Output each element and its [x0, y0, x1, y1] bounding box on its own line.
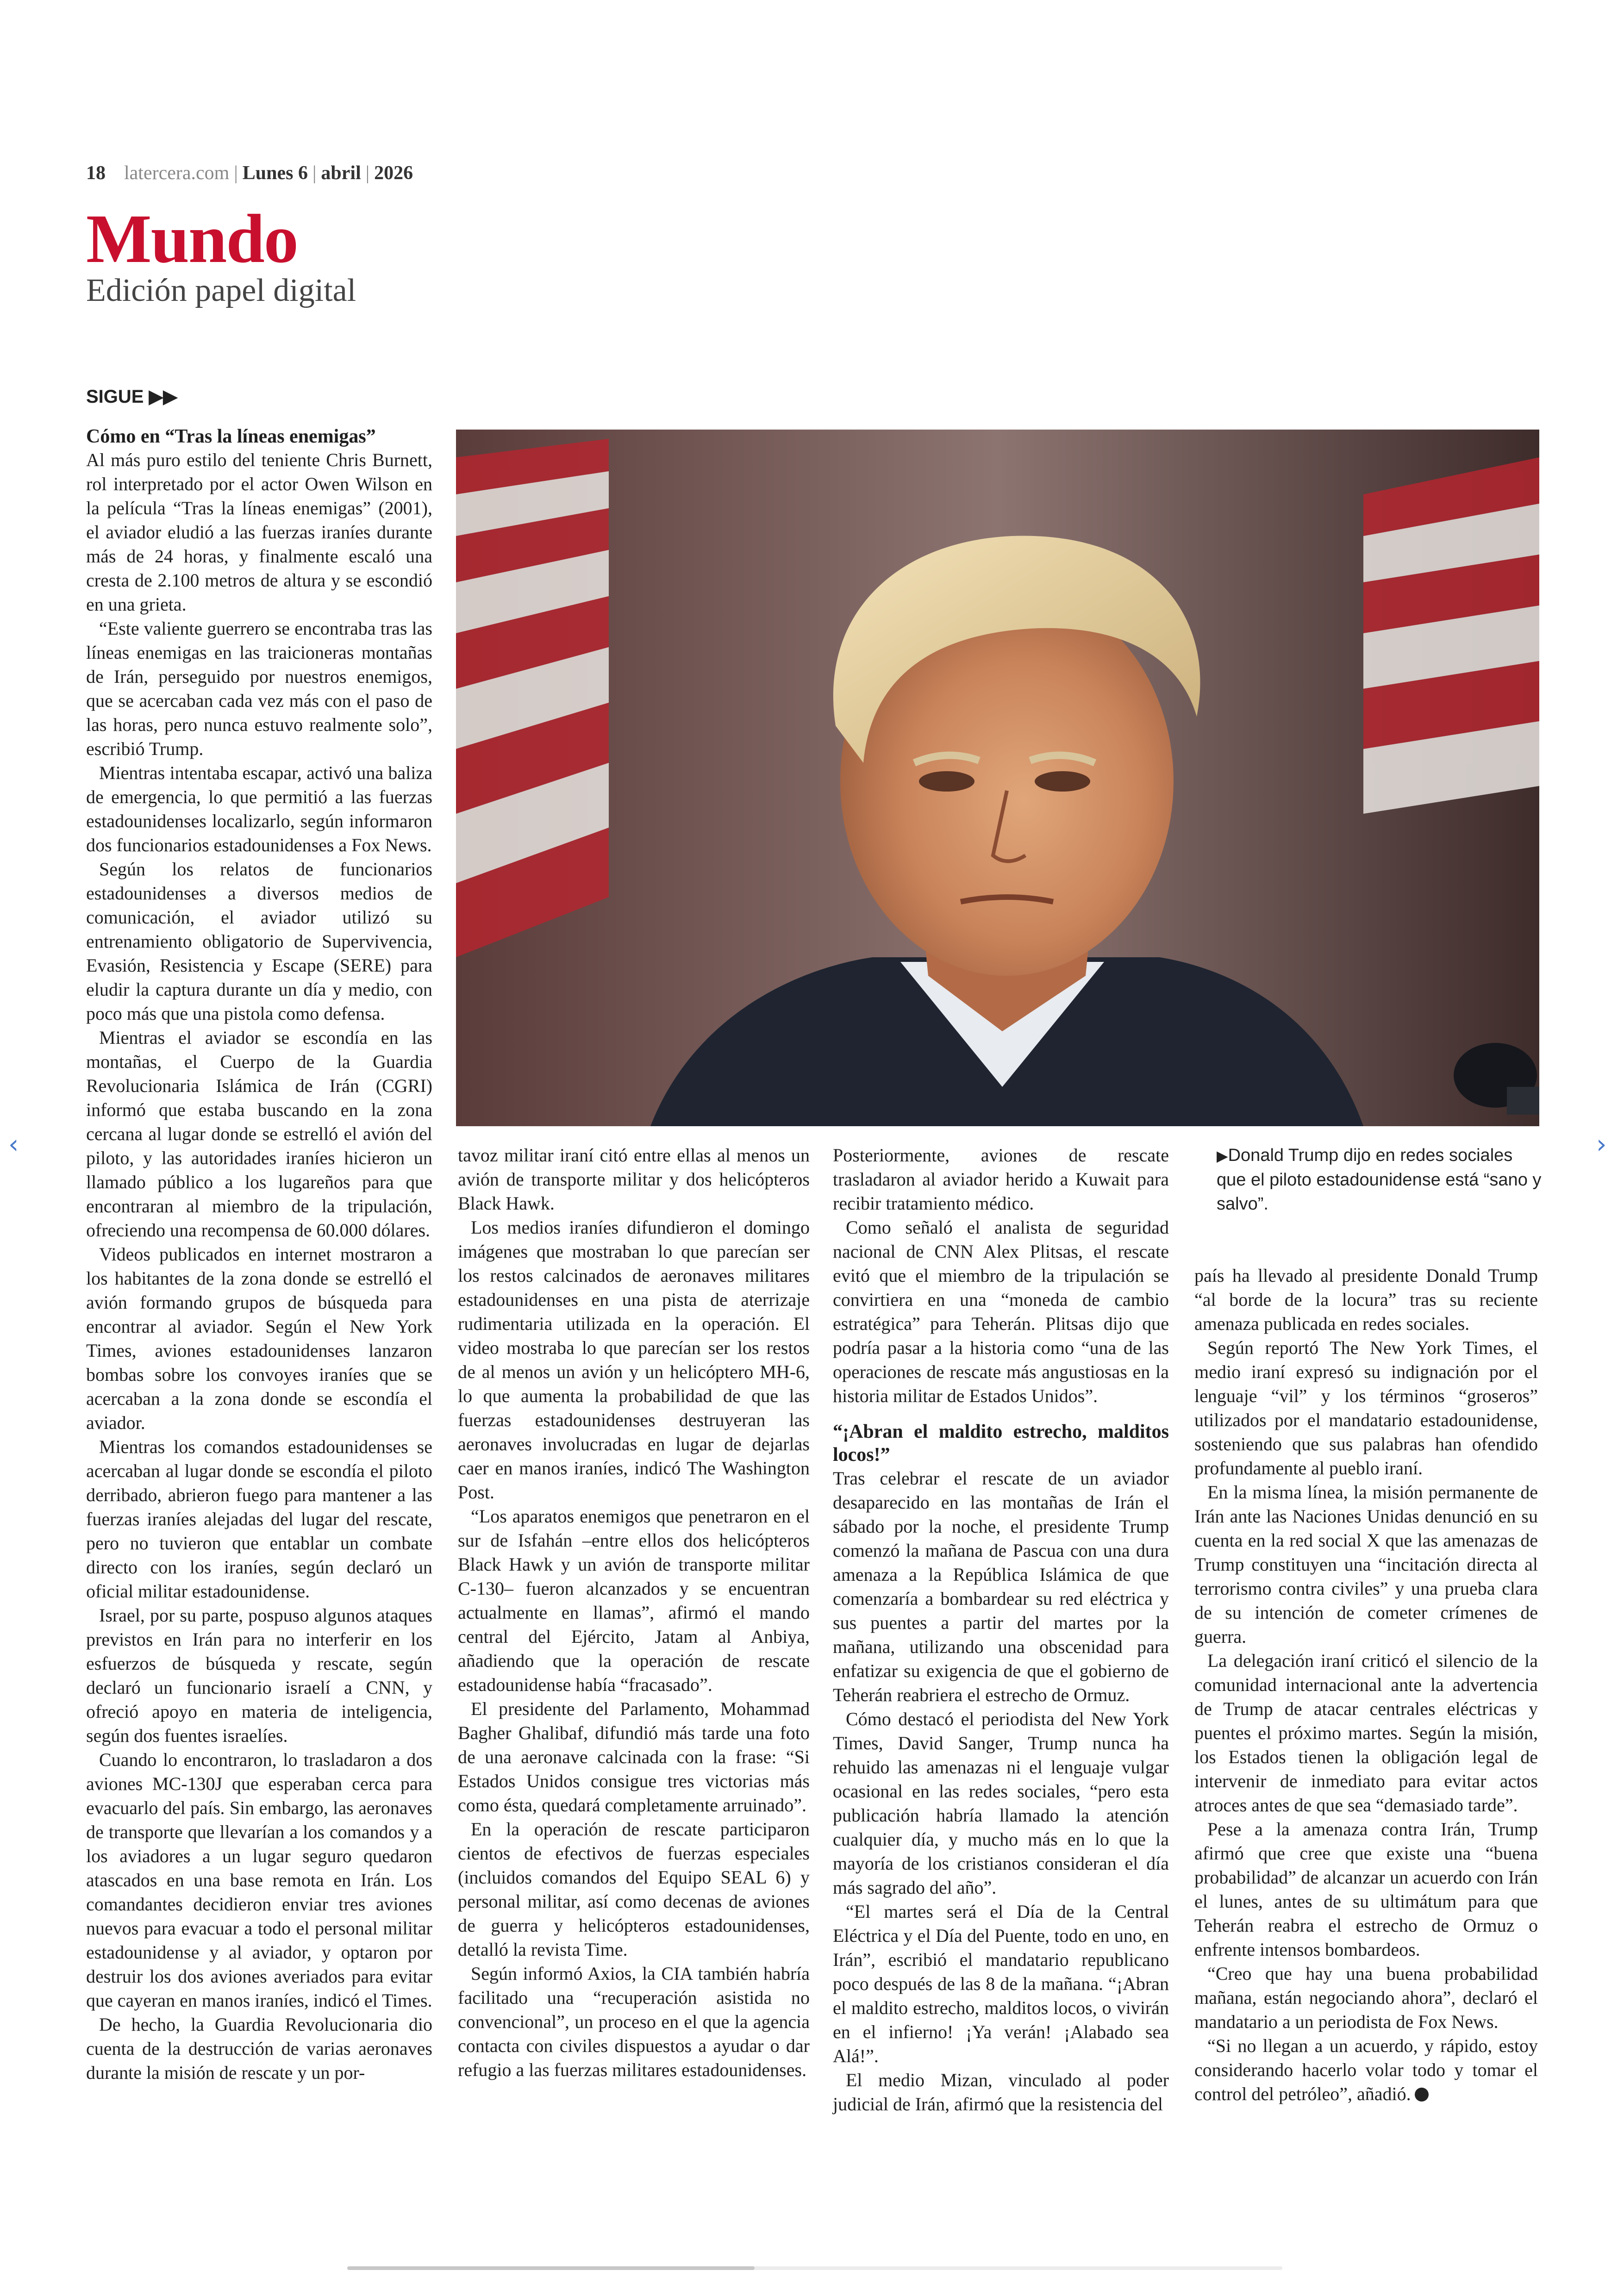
paragraph: La delegación iraní criticó el silencio de la comunidad internacional ante la advertencia de Trump de atacar centrales eléctricas y puentes el próximo martes. Según la misión, los Estados tienen la obligación legal de intervenir de inmediato para evitar actos atroces antes de que sea “demasiado tarde”.: [1194, 1650, 1538, 1815]
paragraph: Según los relatos de funcionarios estadounidenses a diversos medios de comunicación, el aviador utilizó su entrenamiento obligatorio de Supervivencia, Evasión, Resistencia y Escape (SERE) para eludir la captura durante un día y medio, con poco más que una pistola como defensa.: [86, 859, 432, 1024]
folio-separator: |: [365, 162, 370, 184]
article-column-3: [833, 1143, 1169, 2116]
paragraph: “Los aparatos enemigos que penetraron en el sur de Isfahán –entre ellos dos helicópteros Black Hawk y un avión de transporte militar C-130– fueron alcanzados y se encuentran actualmente en llamas”, afirmó el mando central del Ejército, Jatam al Anbiya, añadiendo que la operación de rescate estadounidense había “fracasado”.: [458, 1506, 810, 1695]
caption-arrow-icon: ▶: [1217, 1148, 1228, 1164]
paragraph: Pese a la amenaza contra Irán, Trump afirmó que cree que existe una “buena probabilidad” de alcanzar un acuerdo con Irán el lunes, antes de su ultimátum para que Teherán reabra el estrecho de Ormuz o enfrente intensos bombardeos.: [1194, 1819, 1538, 1960]
paragraph: “El martes será el Día de la Central Eléctrica y el Día del Puente, todo en uno, en Irán”, escribió el mandatario republicano poco después de las 8 de la mañana. “¡Abran el maldito estrecho, malditos locos, o vivirán en el infierno! ¡Ya verán! ¡Alabado sea Alá!”.: [833, 1901, 1169, 2066]
paragraph: “Este valiente guerrero se encontraba tras las líneas enemigas en las traicioneras montañas de Irán, perseguido por nuestros enemigos, que se acercaban cada vez más con el paso de las horas, pero nunca estuvo realmente solo”, escribió Trump.: [86, 618, 432, 759]
paragraph: Israel, por su parte, pospuso algunos ataques previstos en Irán para no interferir en los esfuerzos de búsqueda y rescate, según declaró un funcionario israelí a CNN, y ofreció apoyo en materia de inteligencia, según dos fuentes israelíes.: [86, 1605, 432, 1746]
folio-separator: |: [312, 162, 317, 184]
next-page-button[interactable]: ›: [1596, 1129, 1607, 1160]
paragraph: Como señaló el analista de seguridad nacional de CNN Alex Plitsas, el rescate evitó que el miembro de la tripulación se convirtiera en una “moneda de cambio estratégica” para Teherán. Plitsas dijo que podría pasar a la historia como “una de las operaciones de rescate más angustiosas en la historia militar de Estados Unidos”.: [833, 1217, 1169, 1406]
paragraph: Mientras intentaba escapar, activó una baliza de emergencia, lo que permitió a las fuerzas estadounidenses localizarlo, según informaron dos funcionarios estadounidenses a Fox News.: [86, 762, 432, 855]
article-column-4: [1194, 1264, 1538, 2106]
paragraph: Mientras el aviador se escondía en las montañas, el Cuerpo de la Guardia Revolucionaria Islámica de Irán (CGRI) informó que estaba buscando en la zona cercana al lugar donde se estrelló el avión del piloto, y las autoridades iraníes hicieron un llamado público a los lugareños para que encontraran al miembro de la tripulación, ofreciendo una recompensa de 60.000 dólares.: [86, 1027, 432, 1241]
section-title: Mundo: [86, 200, 298, 277]
scrollbar-thumb[interactable]: [347, 2266, 755, 2270]
paragraph: Según informó Axios, la CIA también habría facilitado una “recuperación asistida no convencional”, un proceso en el que la agencia contacta con civiles dispuestos a ayudar o dar refugio a las fuerzas militares estadounidenses.: [458, 1963, 810, 2080]
caption-text: Donald Trump dijo en redes sociales que el piloto estadounidense está “sano y salvo”.: [1217, 1146, 1542, 1214]
paragraph: El medio Mizan, vinculado al poder judicial de Irán, afirmó que la resistencia del: [833, 2070, 1169, 2114]
paragraph: De hecho, la Guardia Revolucionaria dio cuenta de la destrucción de varias aeronaves durante la misión de rescate y un por-: [86, 2014, 432, 2083]
article-column-2: [458, 1143, 810, 2082]
subheading-open-strait: “¡Abran el maldito estrecho, malditos locos!”: [833, 1421, 1169, 1466]
paragraph: Los medios iraníes difundieron el domingo imágenes que mostraban lo que parecían ser los restos calcinados de aeronaves militares estadounidenses en una pista de aterrizaje rudimentaria utilizada en la operación. El video mostraba lo que parecían ser los restos de al menos un avión y un helicóptero MH-6, lo que aumenta la probabilidad de que las fuerzas estadounidenses destruyeran las aeronaves involucradas en lugar de dejarlas caer en manos iraníes, indicó The Washington Post.: [458, 1217, 810, 1503]
portrait-photo-illustration: [456, 430, 1539, 1126]
paragraph: país ha llevado al presidente Donald Trump “al borde de la locura” tras su reciente amenaza publicada en redes sociales.: [1194, 1265, 1538, 1334]
paragraph: “Creo que hay una buena probabilidad mañana, están negociando ahora”, declaró el mandatario a un periodista de Fox News.: [1194, 1963, 1538, 2032]
paragraph: En la operación de rescate participaron cientos de efectivos de fuerzas especiales (incluidos comandos del Equipo SEAL 6) y personal militar, así como decenas de aviones de guerra y helicópteros estadounidenses, detalló la revista Time.: [458, 1819, 810, 1960]
paragraph: Videos publicados en internet mostraron a los habitantes de la zona donde se estrelló el avión formando grupos de búsqueda para encontrar al aviador. Según el New York Times, aviones estadounidenses lanzaron bombas sobre los convoyes iraníes que se acercaban a la zona donde se escondía el aviador.: [86, 1244, 432, 1433]
folio-year: 2026: [374, 162, 413, 184]
continued-kicker: SIGUE ▶▶: [86, 387, 178, 407]
folio-separator: |: [234, 162, 238, 184]
subheading-enemy-lines: Cómo en “Tras la líneas enemigas”: [86, 426, 376, 447]
paragraph: Según reportó The New York Times, el medio iraní expresó su indignación por el lenguaje “vil” y los términos “groseros” utilizados por el mandatario estadounidense, sosteniendo que sus palabras han ofendido profundamente al pueblo iraní.: [1194, 1337, 1538, 1478]
paragraph-last: [1194, 2034, 1538, 2106]
site-name: latercera.com: [124, 162, 230, 184]
paragraph: tavoz militar iraní citó entre ellas al menos un avión de transporte militar y dos helicópteros Black Hawk.: [458, 1145, 810, 1214]
page-number: 18: [86, 162, 106, 184]
end-mark-icon: [1415, 2088, 1429, 2102]
paragraph: En la misma línea, la misión permanente de Irán ante las Naciones Unidas denunció en su cuenta en la red social X que las amenazas de Trump constituyen una “incitación directa al terrorismo contra civiles” y una prueba clara de su intención de cometer crímenes de guerra.: [1194, 1482, 1538, 1647]
paragraph: Cómo destacó el periodista del New York Times, David Sanger, Trump nunca ha rehuido las amenazas ni el lenguaje vulgar ocasional en las redes sociales, “pero esta publicación habría llamado la atención cualquier día, y mucho más en lo que la mayoría de los cristianos consideran el día más sagrado del año”.: [833, 1709, 1169, 1898]
paragraph: Posteriormente, aviones de rescate trasladaron al aviador herido a Kuwait para recibir tratamiento médico.: [833, 1145, 1169, 1214]
paragraph: Cuando lo encontraron, lo trasladaron a dos aviones MC-130J que esperaban cerca para evacuarlo del país. Sin embargo, las aeronaves de transporte que llevarían a los comandos y a los aviadores a un lugar seguro quedaron atascados en una base remota en Irán. Los comandantes decidieron enviar tres aviones nuevos para evacuar a todo el personal militar estadounidense y al aviador, y optaron por destruir los dos aviones averiados para evitar que cayeran en manos iraníes, indicó el Times.: [86, 1749, 432, 2011]
paragraph: Al más puro estilo del teniente Chris Burnett, rol interpretado por el actor Owen Wilson en la película “Tras la líneas enemigas” (2001), el aviador eludió a las fuerzas iraníes durante más de 24 horas, y finalmente escaló una cresta de 2.100 metros de altura y se escondió en una grieta.: [86, 449, 432, 615]
photo-caption: [1217, 1143, 1543, 1216]
paragraph: El presidente del Parlamento, Mohammad Bagher Ghalibaf, difundió más tarde una foto de una aeronave calcinada con la frase: “Si Estados Unidos consigue tres victorias más como ésta, quedará completamente arruinado”.: [458, 1698, 810, 1815]
folio-line: [86, 162, 413, 184]
article-column-1: [86, 425, 432, 2085]
edition-subtitle: Edición papel digital: [86, 273, 356, 308]
folio-day: Lunes 6: [242, 162, 308, 184]
lead-photo: [456, 430, 1539, 1126]
previous-page-button[interactable]: ‹: [8, 1129, 19, 1160]
paragraph: Mientras los comandos estadounidenses se acercaban al lugar donde se escondía el piloto derribado, abrieron fuego para mantener a las fuerzas iraníes alejadas del lugar del rescate, pero no tuvieron que entablar un combate directo con los iraníes, según declaró un oficial militar estadounidense.: [86, 1436, 432, 1602]
paragraph: Tras celebrar el rescate de un aviador desaparecido en las montañas de Irán el sábado por la noche, el presidente Trump comenzó la mañana de Pascua con una dura amenaza a la República Islámica de que comenzaría a bombardear su red eléctrica y sus puentes a partir del martes por la mañana, utilizando una obscenidad para enfatizar su exigencia de que el gobierno de Teherán reabriera el estrecho de Ormuz.: [833, 1468, 1169, 1705]
folio-month: abril: [321, 162, 361, 184]
paragraph-last-text: “Si no llegan a un acuerdo, y rápido, estoy considerando hacerlo volar todo y tomar el control del petróleo”, añadió.: [1194, 2035, 1538, 2104]
